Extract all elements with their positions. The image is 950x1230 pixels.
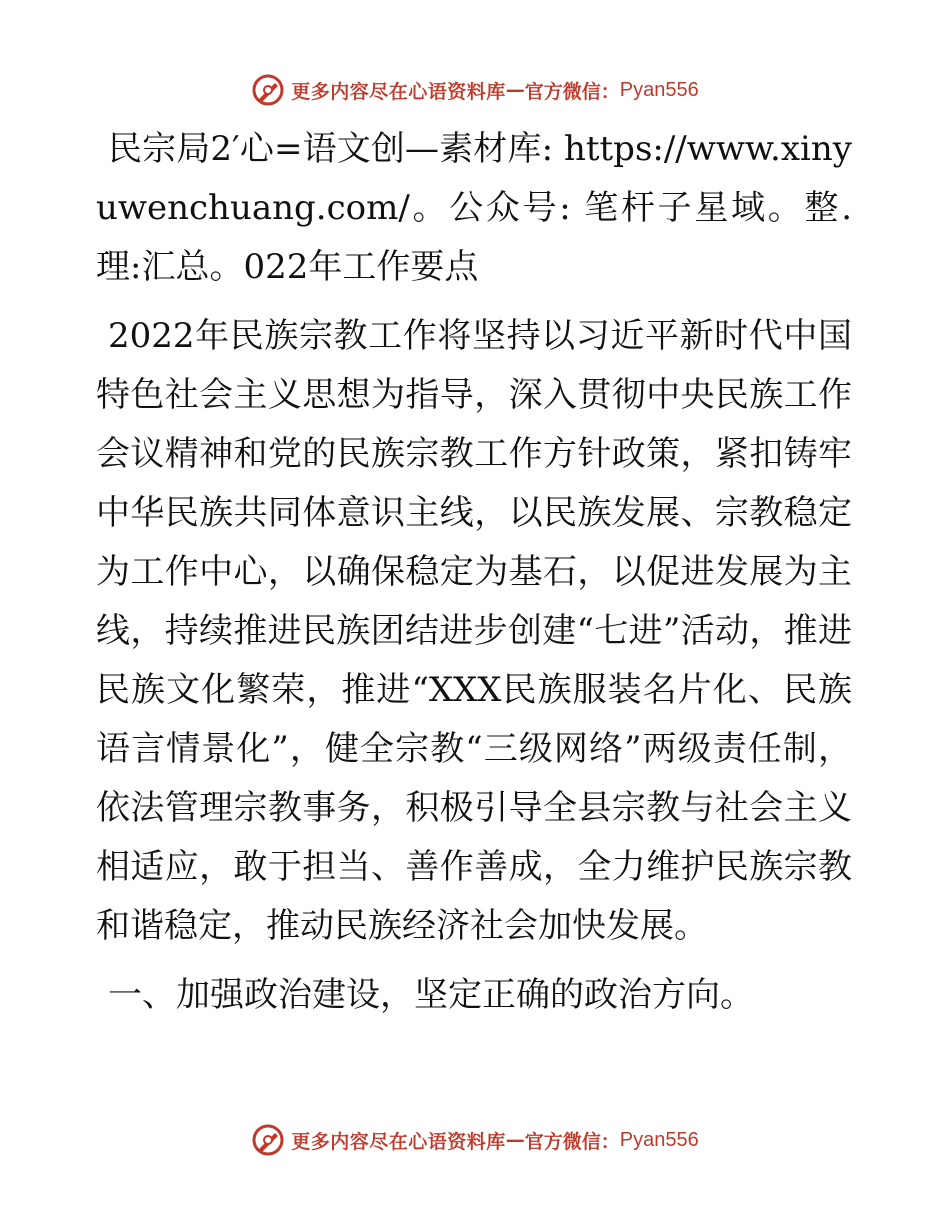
banner-text: 更多内容尽在心语资料库 (291, 1130, 506, 1153)
banner-text: 更多内容尽在心语资料库 (291, 80, 506, 103)
document-paragraph-section-heading: 一、加强政治建设，坚定正确的政治方向。 (108, 975, 754, 1015)
document-body (96, 120, 852, 1035)
banner-wechat-id: Pyan556 (619, 1128, 699, 1151)
banner-wechat-id: Pyan556 (619, 78, 699, 101)
pen-circle-logo-icon (251, 73, 285, 107)
banner-dash: — (505, 79, 525, 101)
footer-banner (0, 1120, 950, 1160)
pen-circle-logo-icon (251, 1123, 285, 1157)
banner-dash: — (505, 1129, 525, 1151)
document-paragraph-title: 民宗局2′心=语文创—素材库: https://www.xinyuwenchuang.com/。公众号: 笔杆子星域。整.理:汇总。022年工作要点 (96, 129, 852, 287)
header-banner (0, 70, 950, 110)
document-paragraph-intro: 2022年民族宗教工作将坚持以习近平新时代中国特色社会主义思想为指导，深入贯彻中央民族工作会议精神和党的民族宗教工作方针政策，紧扣铸牢中华民族共同体意识主线，以民族发展、宗教稳定为工作中心，以确保稳定为基石，以促进发展为主线，持续推进民族团结进步创建“七进”活动，推进民族文化繁荣，推进“XXX民族服装名片化、民族语言情景化”，健全宗教“三级网络”两级责任制，依法管理宗教事务，积极引导全县宗教与社会主义相适应，敢于担当、善作善成，全力维护民族宗教和谐稳定，推动民族经济社会加快发展。 (96, 316, 852, 946)
banner-wechat-label: 官方微信： (524, 1130, 620, 1153)
banner-wechat-label: 官方微信： (524, 80, 620, 103)
